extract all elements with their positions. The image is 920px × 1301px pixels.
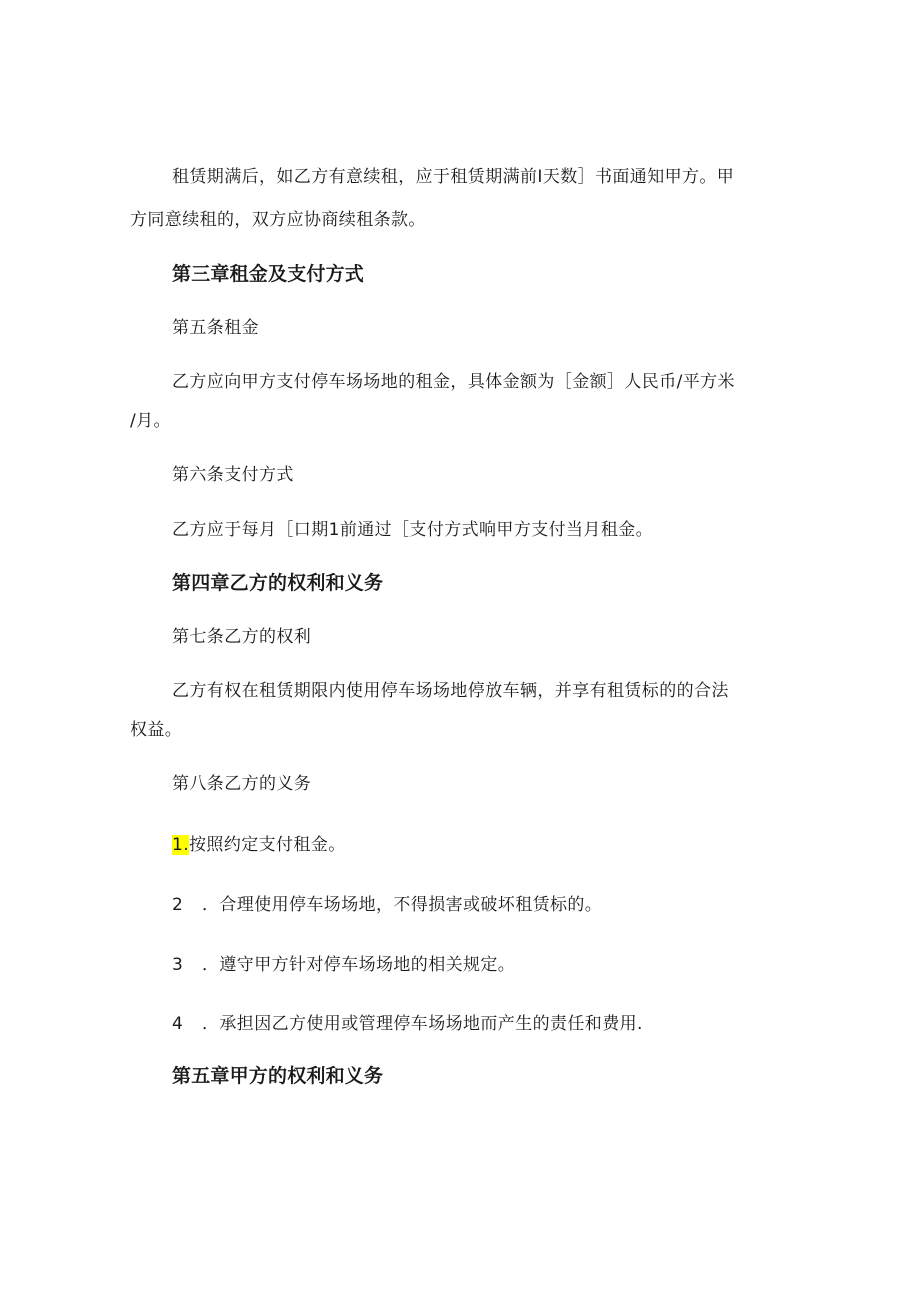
- chapter-5-heading: 第五章甲方的权利和义务: [172, 1065, 384, 1087]
- duty-text: ．合理使用停车场场地，不得损害或破坏租赁标的。: [202, 895, 603, 915]
- article-5-title: 第五条租金: [172, 318, 259, 338]
- article-7-title: 第七条乙方的权利: [172, 627, 312, 647]
- article-6-text: 乙方应于每月［口期1前通过［支付方式响甲方支付当月租金。: [172, 520, 654, 540]
- duty-item-3: [172, 954, 515, 976]
- article-5-text-line-1: 乙方应向甲方支付停车场场地的租金，具体金额为［金额］人民币/平方米: [172, 372, 735, 392]
- duty-item-4: [172, 1013, 643, 1035]
- duty-number: 3: [172, 955, 184, 975]
- duty-item-1: [172, 834, 346, 856]
- article-5-text-line-2: /月。: [130, 411, 171, 431]
- article-7-text-line-2: 权益。: [130, 720, 183, 740]
- duty-number: 2: [172, 895, 184, 915]
- duty-text: 按照约定支付租金。: [189, 835, 346, 855]
- chapter-3-heading: 第三章租金及支付方式: [172, 263, 365, 285]
- article-7-text-line-1: 乙方有权在租赁期限内使用停车场场地停放车辆，并享有租赁标的的合法: [172, 681, 729, 701]
- duty-text: ．遵守甲方针对停车场场地的相关规定。: [202, 955, 516, 975]
- duty-text: ．承担因乙方使用或管理停车场场地而产生的责任和费用.: [202, 1014, 643, 1034]
- renewal-paragraph-line-1: 租赁期满后，如乙方有意续租，应于租赁期满前I天数］书面通知甲方。甲: [172, 167, 735, 187]
- duty-number-highlighted: 1.: [172, 835, 190, 855]
- article-6-title: 第六条支付方式: [172, 465, 294, 485]
- chapter-4-heading: 第四章乙方的权利和义务: [172, 572, 384, 594]
- duty-item-2: [172, 894, 602, 916]
- article-8-title: 第八条乙方的义务: [172, 774, 312, 794]
- renewal-paragraph-line-2: 方同意续租的，双方应协商续租条款。: [130, 210, 426, 230]
- duty-number: 4: [172, 1014, 184, 1034]
